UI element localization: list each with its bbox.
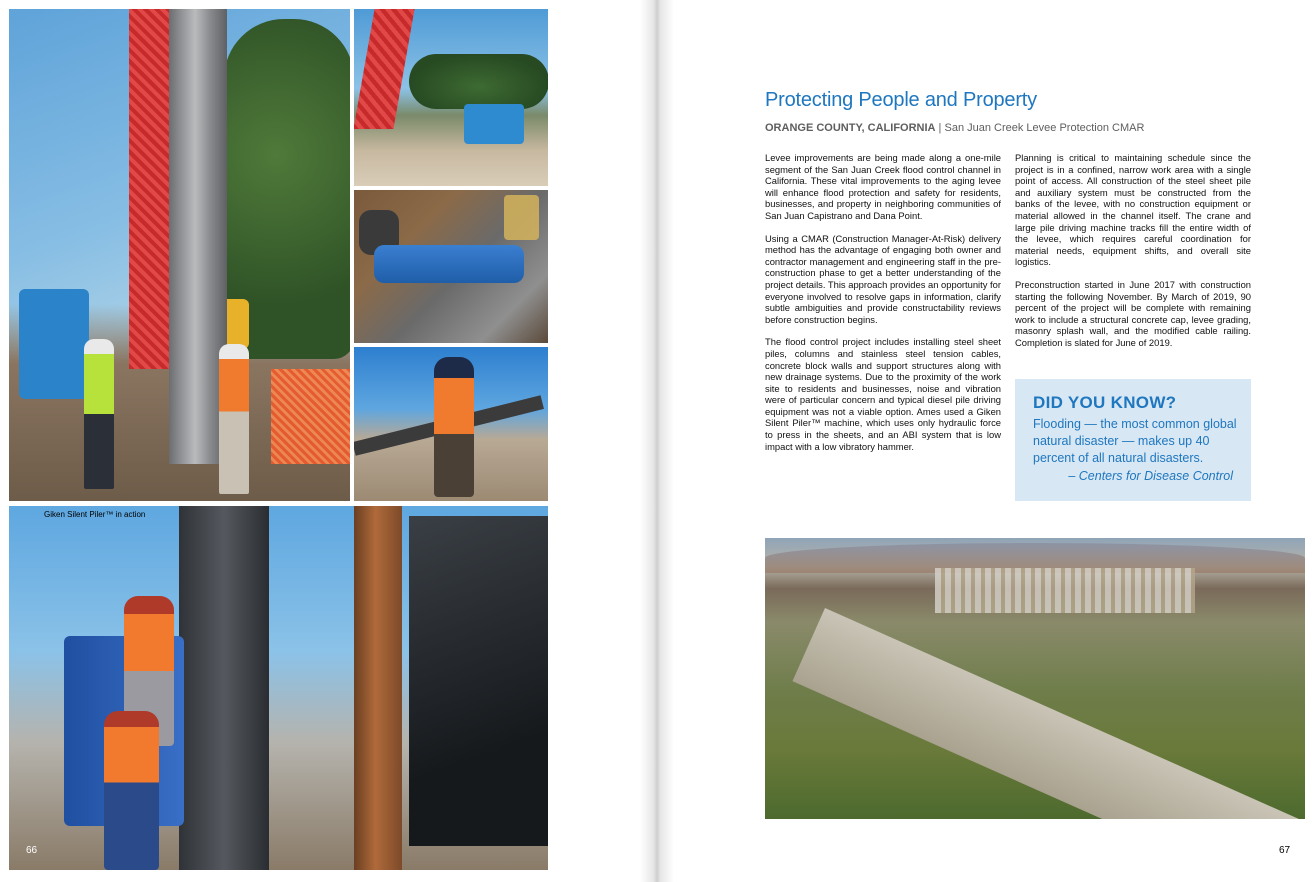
photo-caption: Giken Silent Piler™ in action [44, 510, 146, 519]
article-title: Protecting People and Property [765, 89, 1037, 111]
right-page [660, 0, 1314, 882]
callout-source: – Centers for Disease Control [1068, 469, 1233, 483]
paragraph: The flood control project includes installing steel sheet piles, columns and stainless steel tension cables, concrete block walls and support structures along with new drainage systems. Due to the proximity of the work site to residents and businesses, noise and vibration were of particular concern and typical diesel pile driving equipment was not a viable option. Ames used a Giken Silent Piler™ machine, which uses only hydraulic force to press in the sheets, and an ABI system that is low impact with a low vibratory hammer. [765, 336, 1001, 452]
paragraph: Planning is critical to maintaining schedule since the project is in a confined, narrow work area with a single point of access. All construction of the steel sheet pile and auxiliary system must be constructed from the banks of the levee, with no construction equipment or material allowed in the channel itself. The crane and large pile driving machine tracks fill the entire width of the levee, which requires careful coordination for material needs, equipment shifts, and overall site logistics. [1015, 152, 1251, 268]
worker [84, 339, 114, 489]
callout-heading: DID YOU KNOW? [1033, 393, 1177, 412]
photo-aerial-channel [765, 538, 1305, 819]
photo-welder [354, 347, 548, 501]
photo-crane-and-piler [354, 9, 548, 186]
photo-sheet-pile-installation [9, 9, 350, 501]
worker [104, 711, 159, 870]
subtitle-location: ORANGE COUNTY, CALIFORNIA [765, 122, 936, 134]
article-subtitle [765, 122, 1144, 134]
paragraph: Preconstruction started in June 2017 with construction starting the following November. By March of 2019, 90 percent of the project will be complete with remaining work to include a structural concrete cap, levee grading, masonry splash wall, and the modified cable railing. Completion is slated for June of 2019. [1015, 278, 1251, 348]
text-column-2 [1015, 152, 1251, 360]
paragraph: Using a CMAR (Construction Manager-At-Risk) delivery method has the advantage of engaging both owner and contractor management and engineering staff in the pre-construction phase to get a better understanding of the project details. This approach provides an opportunity for everyone involved to resolve gaps in information, clarify subtle ambiguities and provide constructability reviews before construction begins. [765, 232, 1001, 325]
left-page [0, 0, 655, 882]
subtitle-separator: | [935, 122, 945, 134]
paragraph: Levee improvements are being made along a one-mile segment of the San Juan Creek flood control channel in California. These vital improvements to the aging levee will enhance flood protection and safety for residents, businesses, and property in neighboring communities of San Juan Capistrano and Dana Point. [765, 152, 1001, 221]
flood-channel [792, 608, 1305, 819]
callout-body: Flooding — the most common global natural disaster — makes up 40 percent of all natural disasters. [1033, 417, 1237, 465]
page-number-left: 66 [26, 845, 38, 856]
text-column-1 [765, 152, 1001, 463]
photo-power-tool [354, 190, 548, 343]
photo-giken-silent-piler [9, 506, 548, 870]
worker [219, 344, 249, 494]
subtitle-project: San Juan Creek Levee Protection CMAR [944, 122, 1145, 134]
crane [129, 9, 169, 369]
page-number-right: 67 [1279, 845, 1291, 856]
did-you-know-callout [1015, 379, 1251, 501]
